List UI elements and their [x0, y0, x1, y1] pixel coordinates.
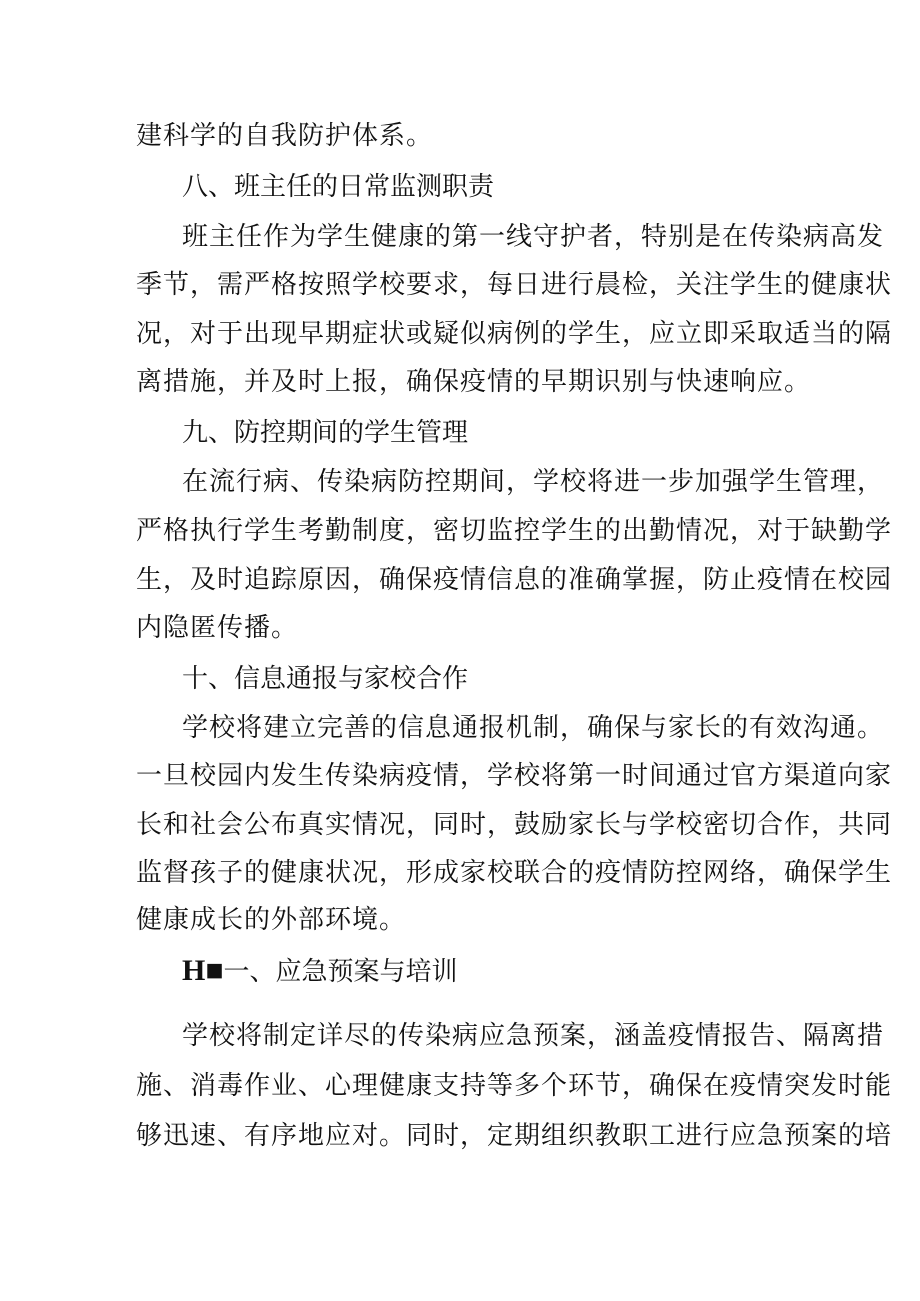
paragraph-line: 建科学的自我防护体系。 [136, 121, 434, 151]
paragraph-line: 内隐匿传播。 [136, 613, 299, 643]
section-heading-11 [182, 956, 457, 990]
paragraph-line: 在流行病、传染病防控期间，学校将进一步加强学生管理， [182, 467, 885, 497]
section-heading-8: 八、班主任的日常监测职责 [182, 172, 495, 202]
section-heading-10: 十、信息通报与家校合作 [182, 664, 469, 694]
paragraph-line: 健康成长的外部环境。 [136, 905, 407, 935]
paragraph-line: 监督孩子的健康状况，形成家校联合的疫情防控网络，确保学生 [136, 858, 893, 888]
paragraph-line: 施、消毒作业、心理健康支持等多个环节，确保在疫情突发时能 [136, 1071, 893, 1101]
paragraph-line: 学校将建立完善的信息通报机制，确保与家长的有效沟通。 [182, 713, 885, 743]
paragraph-line: 严格执行学生考勤制度，密切监控学生的出勤情况，对于缺勤学 [136, 516, 893, 546]
paragraph-line: 季节，需严格按照学校要求，每日进行晨检，关注学生的健康状 [136, 270, 893, 300]
paragraph-line: 况，对于出现早期症状或疑似病例的学生，应立即采取适当的隔 [136, 319, 893, 349]
heading-text: 一、应急预案与培训 [223, 957, 458, 987]
paragraph-line: 长和社会公布真实情况，同时，鼓励家长与学校密切合作，共同 [136, 810, 893, 840]
paragraph-line: 生，及时追踪原因，确保疫情信息的准确掌握，防止疫情在校园 [136, 565, 893, 595]
section-heading-9: 九、防控期间的学生管理 [182, 418, 469, 448]
paragraph-line: 离措施，并及时上报，确保疫情的早期识别与快速响应。 [136, 367, 812, 397]
paragraph-line: 一旦校园内发生传染病疫情，学校将第一时间通过官方渠道向家 [136, 761, 893, 791]
heading-number-glyph: H■ [182, 954, 224, 987]
paragraph-line: 够迅速、有序地应对。同时，定期组织教职工进行应急预案的培 [136, 1121, 893, 1151]
paragraph-line: 学校将制定详尽的传染病应急预案，涵盖疫情报告、隔离措 [182, 1021, 885, 1051]
paragraph-line: 班主任作为学生健康的第一线守护者，特别是在传染病高发 [182, 222, 885, 252]
